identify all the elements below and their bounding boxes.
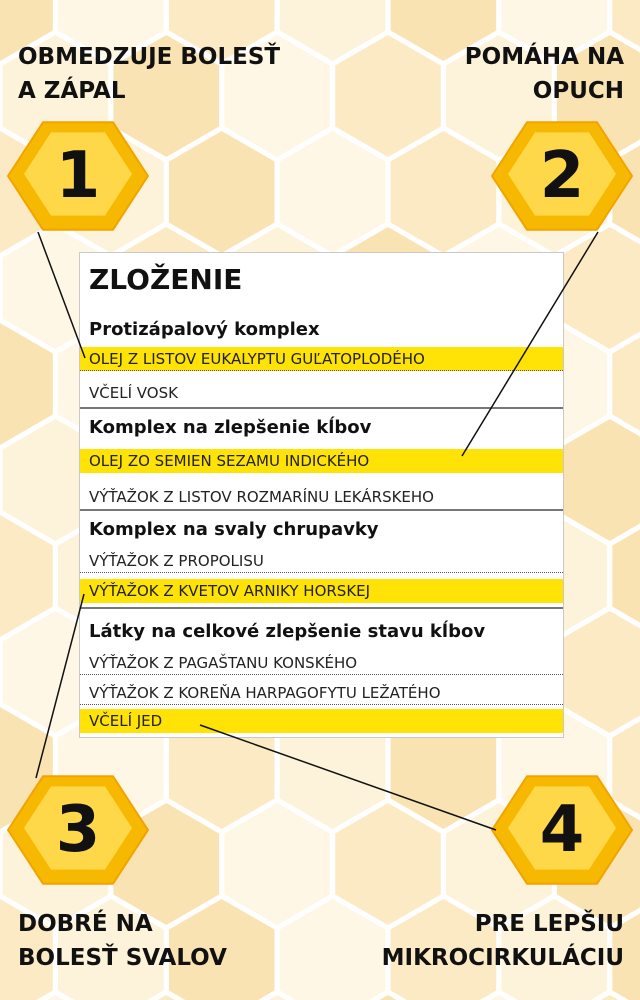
honeycomb-cell [557,611,640,733]
honeycomb-cell [224,803,330,925]
benefit-1-hexagon-badge [7,112,149,240]
benefit-2-number: 2 [539,139,585,213]
honeycomb-cell [557,227,640,349]
benefit-1-number: 1 [55,139,101,213]
honeycomb-cell [391,131,497,253]
section-divider [80,607,563,609]
section-divider [80,407,563,409]
honeycomb-cell [169,131,275,253]
ingredient-row: VČELÍ VOSK [89,384,178,402]
section-heading-joints: Komplex na zlepšenie kĺbov [89,417,372,438]
ingredient-row: VÝŤAŽOK Z PROPOLISU [80,549,563,573]
benefit-2-hexagon-badge [491,112,633,240]
benefit-1-label: OBMEDZUJE BOLESŤ A ZÁPAL [18,44,281,104]
ingredient-row: OLEJ ZO SEMIEN SEZAMU INDICKÉHO [80,449,563,473]
section-heading-overall-joints: Látky na celkové zlepšenie stavu kĺbov [89,621,486,642]
benefit-4-label: PRE LEPŠIU MIKROCIRKULÁCIU [381,911,624,971]
ingredient-row: VÝŤAŽOK Z KVETOV ARNIKY HORSKEJ [80,579,563,603]
benefit-4-hexagon-badge [491,766,633,894]
honeycomb-cell [335,35,441,157]
benefit-4-number: 4 [539,793,585,867]
composition-panel [79,252,564,738]
section-divider [80,509,563,511]
section-heading-cartilage: Komplex na svaly chrupavky [89,519,379,540]
section-heading-anti-inflammatory: Protizápalový komplex [89,319,320,340]
ingredient-row: VČELÍ JED [80,709,563,733]
benefit-3-number: 3 [55,793,101,867]
benefit-3-hexagon-badge [7,766,149,894]
ingredient-row: VÝŤAŽOK Z LISTOV ROZMARÍNU LEKÁRSKEHO [89,488,434,506]
ingredient-row: VÝŤAŽOK Z PAGAŠTANU KONSKÉHO [80,651,563,675]
ingredient-row: OLEJ Z LISTOV EUKALYPTU GUĽATOPLODÉHO [80,347,563,371]
composition-title: ZLOŽENIE [89,263,243,296]
honeycomb-cell [280,131,386,253]
benefit-3-label: DOBRÉ NA BOLESŤ SVALOV [18,911,227,971]
benefit-2-label: POMÁHA NA OPUCH [464,44,624,104]
honeycomb-cell [557,419,640,541]
ingredient-row: VÝŤAŽOK Z KOREŇA HARPAGOFYTU LEŽATÉHO [80,681,563,705]
